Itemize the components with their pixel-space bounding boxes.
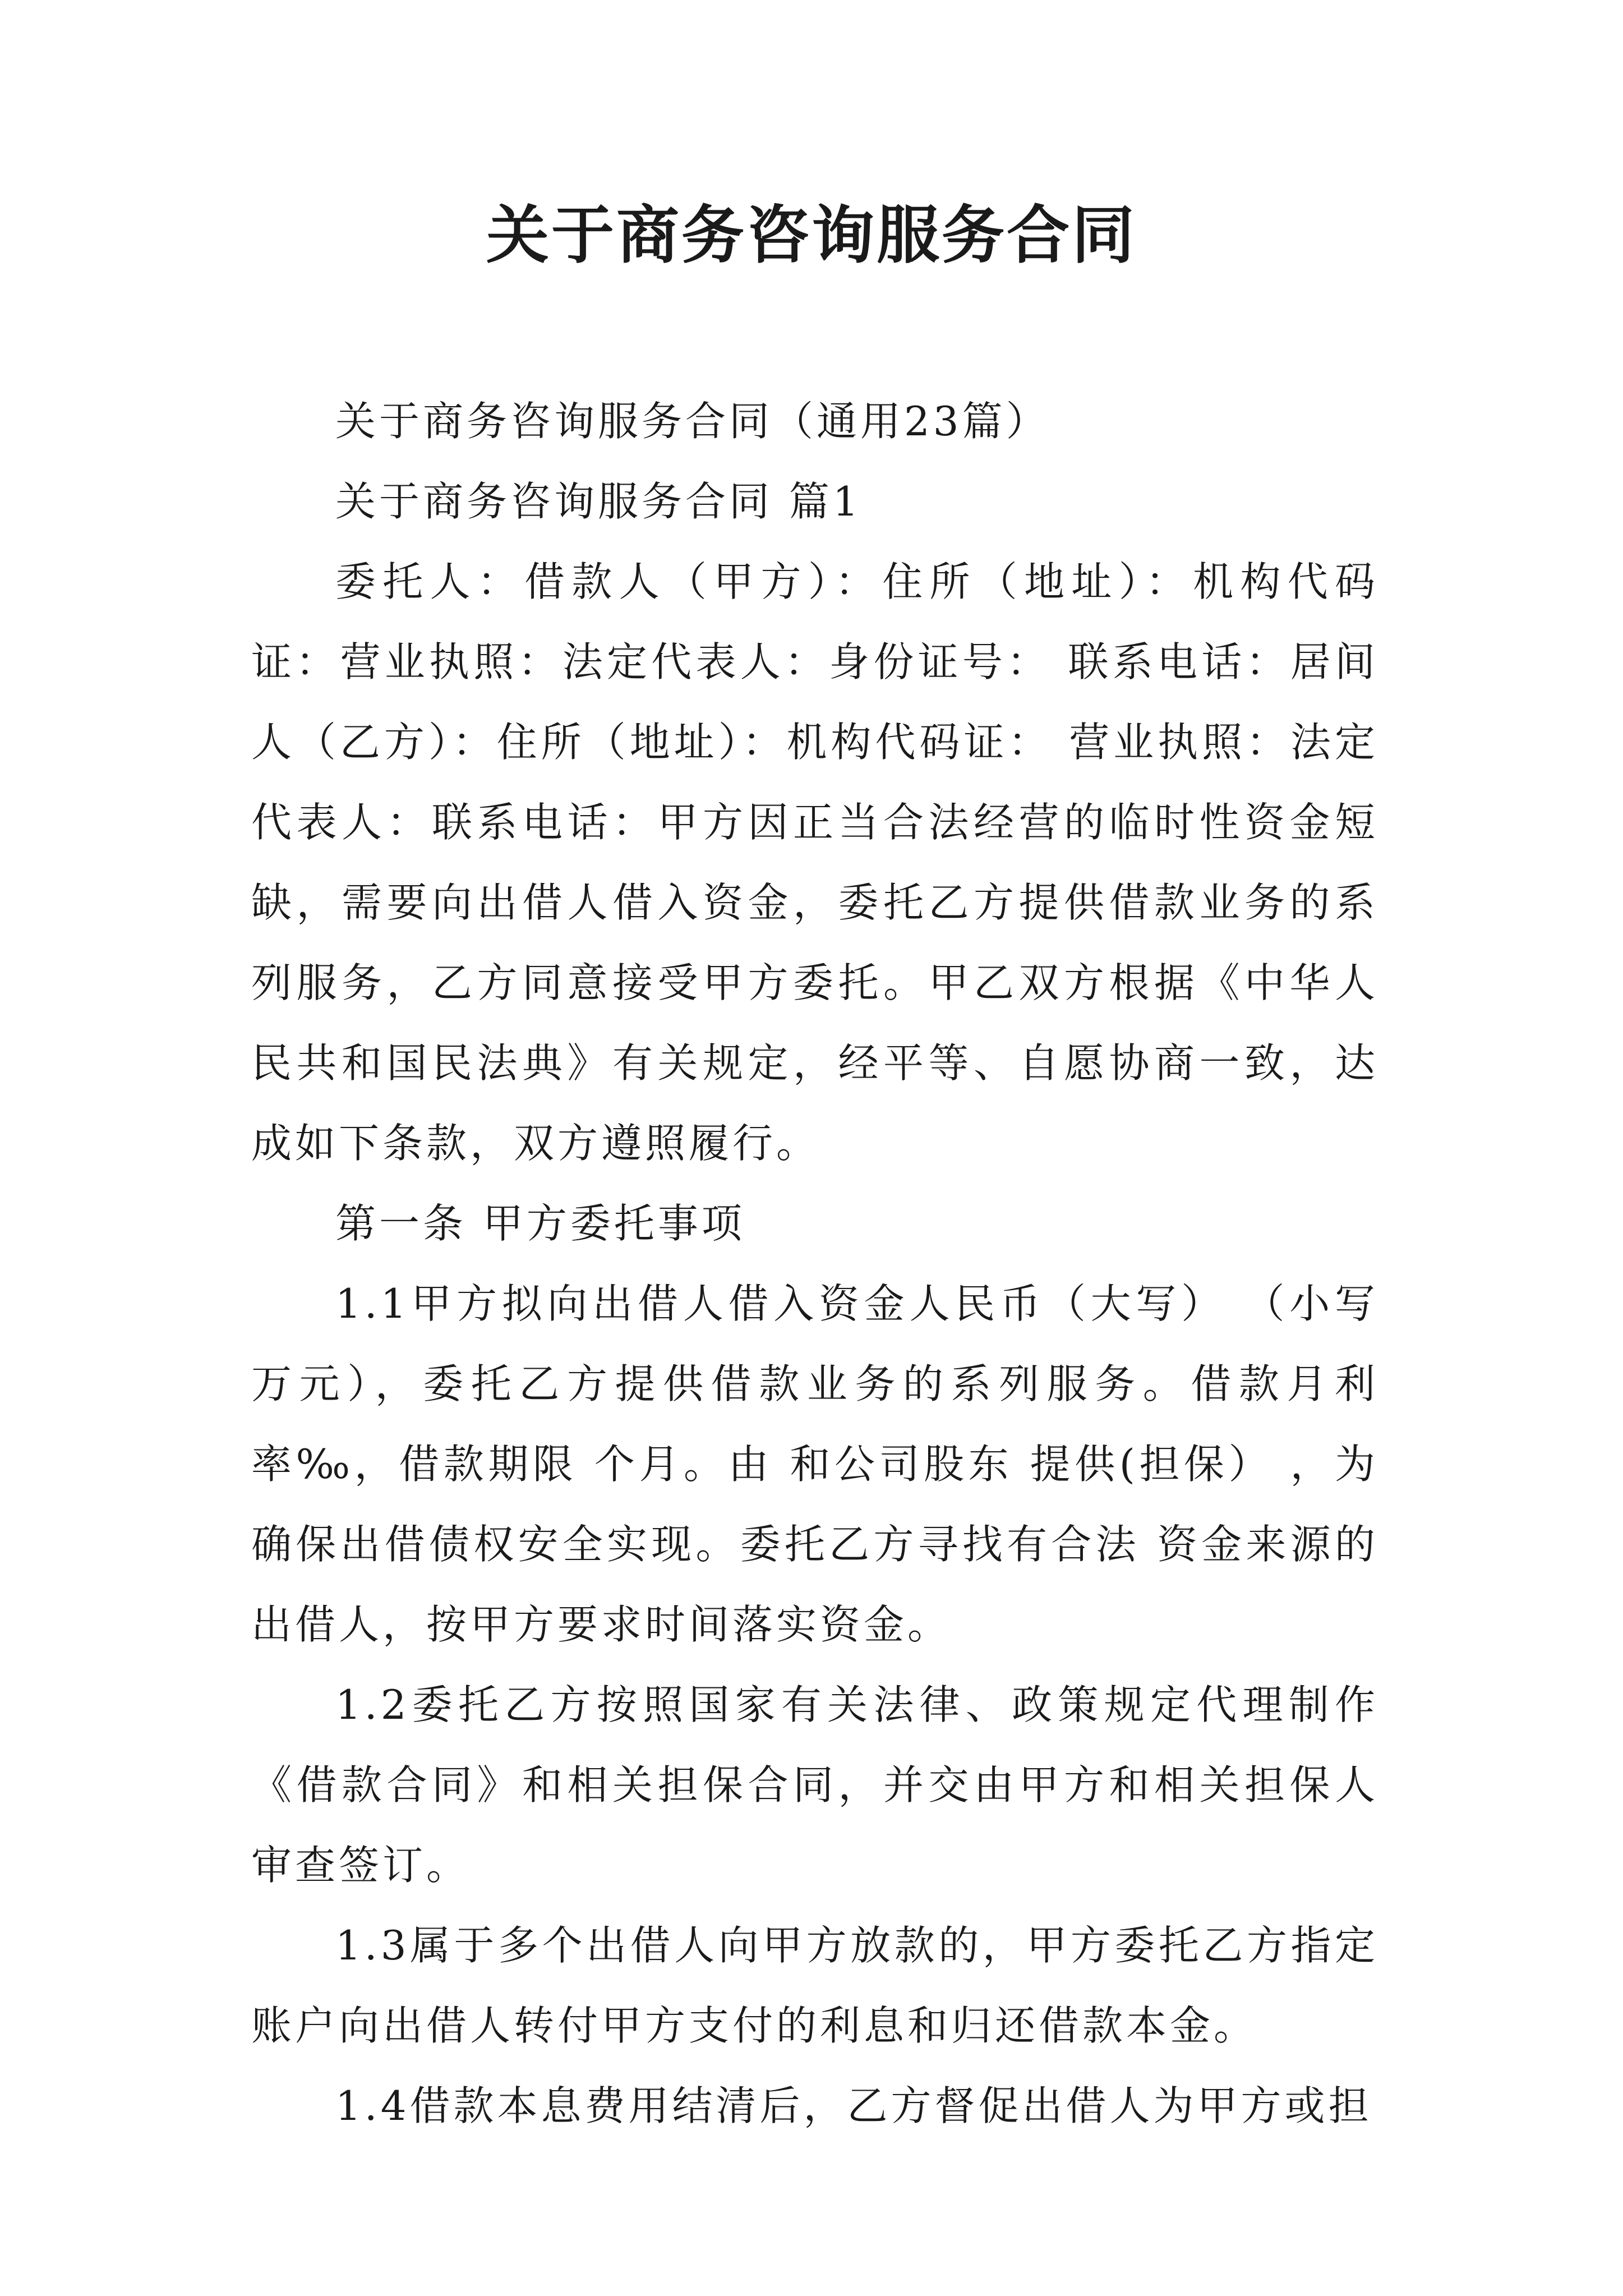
paragraph-clause-1-3: 1.3属于多个出借人向甲方放款的，甲方委托乙方指定账户向出借人转付甲方支付的利息和归还借款本金。: [251, 1922, 1378, 2049]
paragraph-clause-1-4: 1.4借款本息费用结清后，乙方督促出借人为甲方或担: [335, 2082, 1372, 2129]
paragraph-section-heading: 关于商务咨询服务合同 篇1: [335, 478, 862, 525]
document-title: 关于商务咨询服务合同: [486, 199, 1137, 272]
paragraph-collection-title: 关于商务咨询服务合同（通用23篇）: [335, 398, 1050, 445]
document-body: [251, 381, 1378, 2146]
paragraph-article-heading: 第一条 甲方委托事项: [335, 1200, 745, 1247]
paragraph-parties-intro: 委托人：借款人（甲方）：住所（地址）：机构代码证：营业执照：法定代表人：身份证号： 联系电话：居间人（乙方）：住所（地址）：机构代码证： 营业执照：法定代表人：联系电话：甲方因正当合法经营的临时性资金短缺，需要向出借人借入资金，委托乙方提供借款业务的系列服务，乙方同意接受甲方委托。甲乙双方根据《中华人民共和国民法典》有关规定，经平等、自愿协商一致，达成如下条款，双方遵照履行。: [251, 558, 1378, 1167]
paragraph-clause-1-2: 1.2委托乙方按照国家有关法律、政策规定代理制作《借款合同》和相关担保合同，并交由甲方和相关担保人审查签订。: [251, 1681, 1378, 1889]
paragraph-clause-1-1: 1.1甲方拟向出借人借入资金人民币（大写） （小写 万元），委托乙方提供借款业务的系列服务。借款月利率‰，借款期限 个月。由 和公司股东 提供(担保） ，为确保出借债权安全实现。委托乙方寻找有合法 资金来源的出借人，按甲方要求时间落实资金。: [251, 1280, 1378, 1648]
